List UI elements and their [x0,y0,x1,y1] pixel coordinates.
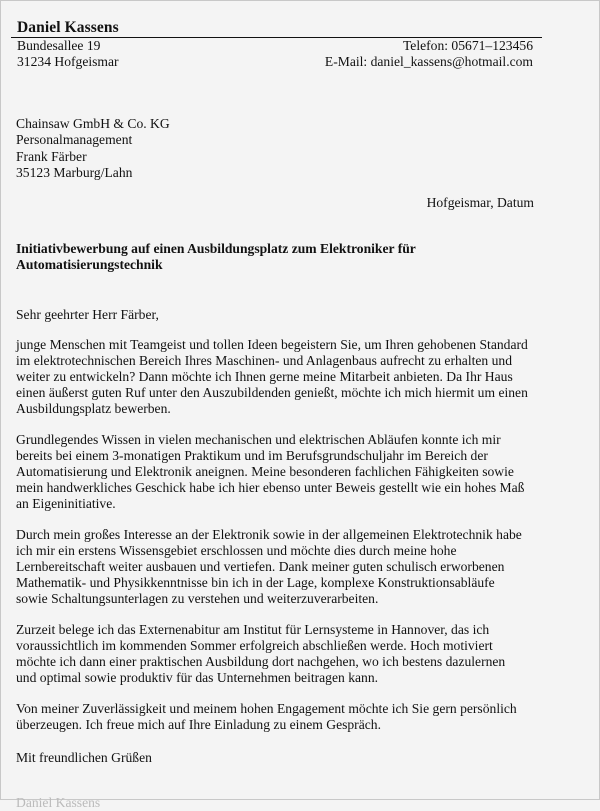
paragraph-line: Ausbildungsplatz bewerben. [16,401,171,416]
paragraph-line: Automatisierung und Elektronik aneignen. Meine besonderen fachlichen Fähigkeiten sowie [16,464,514,479]
body-paragraph-1 [16,337,546,417]
paragraph-line: weiter zu entwickeln? Dann möchte ich Ihnen gerne meine Mitarbeit anbieten. Da Ihr Haus [16,369,513,384]
closing: Mit freundlichen Grüßen [16,750,152,765]
subject-line [16,241,536,273]
paragraph-line: voraussichtlich im kommenden Sommer erfolgreich abschließen werde. Hoch motiviert [16,638,493,653]
body-paragraph-4 [16,622,546,686]
paragraph-line: im elektrotechnischen Bereich Ihres Maschinen- und Anlagenbaus aufrecht zu erhalten und [16,353,512,368]
salutation: Sehr geehrter Herr Färber, [16,307,159,322]
sender-name: Daniel Kassens [17,19,119,36]
recipient-city: 35123 Marburg/Lahn [16,164,133,180]
paragraph-line: Von meiner Zuverlässigkeit und meinem hohen Engagement möchte ich Sie gern persönlich [16,701,517,716]
signature-name: Daniel Kassens [16,795,101,810]
recipient-person: Frank Färber [16,148,87,164]
recipient-company: Chainsaw GmbH & Co. KG [16,116,170,131]
paragraph-line: einen äußerst guten Ruf unter den Auszubildenden genießt, möchte ich mich hiermit um einen [16,385,528,400]
paragraph-line: bereits bei einem 3-monatigen Praktikum und im Berufsgrundschuljahr im Bereich der [16,448,488,463]
paragraph-line: junge Menschen mit Teamgeist und tollen Ideen begeistern Sie, um Ihren gehobenen Standard [16,337,528,352]
paragraph-line: ich mir ein erstens Wissensgebiet erschlossen und möchte dies durch meine hohe [16,543,457,558]
body-paragraph-2 [16,432,546,512]
sender-phone: Telefon: 05671–123456 [402,38,533,53]
subject-line-2: Automatisierungstechnik [16,257,163,272]
paragraph-line: Grundlegendes Wissen in vielen mechanischen und elektrischen Abläufen konnte ich mir [16,432,501,447]
body-paragraph-5 [16,701,546,733]
paragraph-line: an Eigeninitiative. [16,496,116,511]
paragraph-line: Zurzeit belege ich das Externenabitur am Institut für Lernsysteme in Hannover, das ich [16,622,490,637]
paragraph-line: Durch mein großes Interesse an der Elektronik sowie in der allgemeinen Elektrotechnik habe [16,527,522,542]
recipient-address [16,116,170,181]
paragraph-line: und optimal sowie produktiv für das Unternehmen beitragen kann. [16,670,379,685]
body-paragraph-3 [16,527,546,607]
paragraph-line: möchte ich dann einer praktischen Ausbildung dort nachgehen, wo ich bestens dazulernen [16,654,506,669]
paragraph-line: sowie Schaltungsunterlagen zu verstehen und weiterzuverarbeiten. [16,591,379,606]
place-date: Hofgeismar, Datum [426,195,534,210]
sender-city: 31234 Hofgeismar [17,54,119,69]
paragraph-line: Mathematik- und Physikkenntnisse bin ich in der Lage, komplexe Konstruktionsabläufe [16,575,495,590]
paragraph-line: Lernbereitschaft weiter ausbauen und vertiefen. Dank meiner guten schulisch erworbenen [16,559,505,574]
recipient-department: Personalmanagement [16,132,133,148]
paragraph-line: überzeugen. Ich freue mich auf Ihre Einladung zu einem Gespräch. [16,717,381,732]
paragraph-line: mein handwerkliches Geschick habe ich hier ebenso unter Beweis gestellt wie ein hohes Maß [16,480,525,495]
sender-email: E-Mail: daniel_kassens@hotmail.com [324,54,533,69]
subject-line-1: Initiativbewerbung auf einen Ausbildungsplatz zum Elektroniker für [16,241,416,256]
sender-street: Bundesallee 19 [17,38,101,53]
